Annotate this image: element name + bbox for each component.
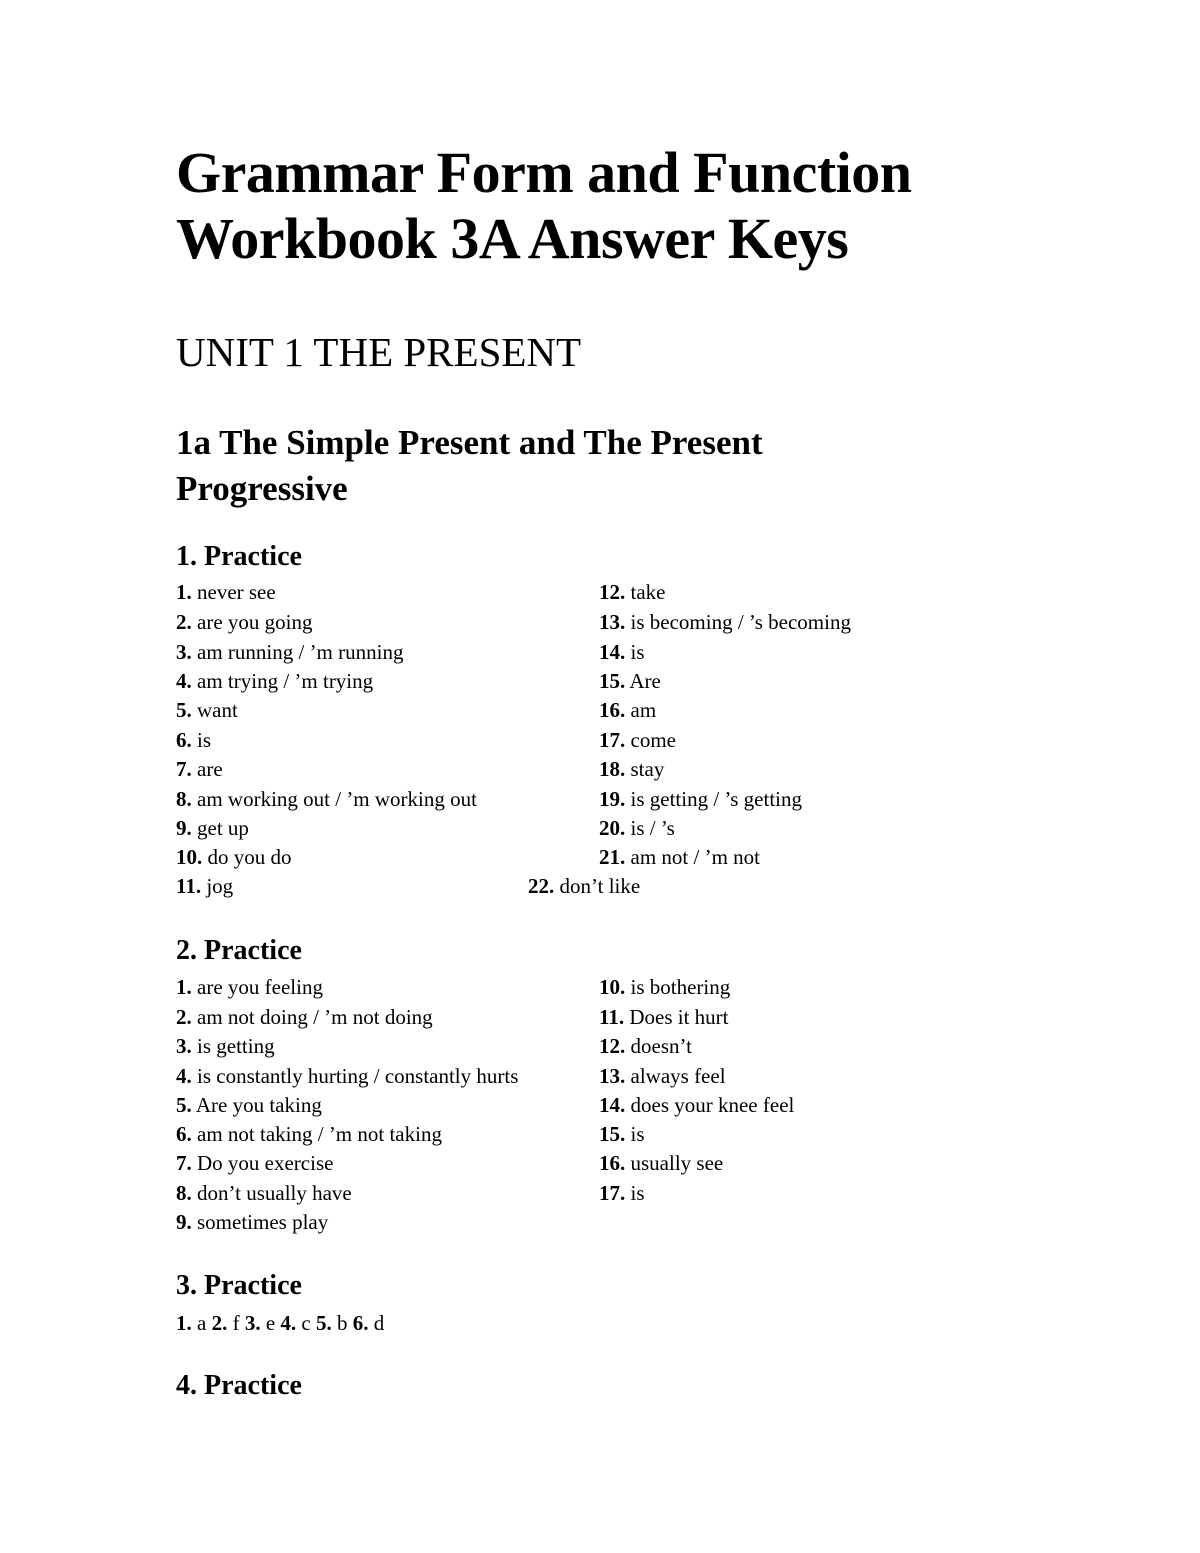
document-title-line-2: Workbook 3A Answer Keys (176, 206, 849, 271)
answer-number: 4. (176, 1064, 192, 1088)
answer-number: 8. (176, 1181, 192, 1205)
practice-1-answer-2 (176, 609, 312, 635)
answer-text: is getting (197, 1034, 275, 1058)
answer-text: is constantly hurting / constantly hurts (197, 1064, 519, 1088)
answer-text: Are (629, 669, 661, 693)
answer-number: 3. (176, 1034, 192, 1058)
practice-1-answer-20 (599, 815, 675, 841)
practice-4-heading (176, 1370, 302, 1402)
practice-2-answer-9 (176, 1209, 328, 1235)
answer-text: is becoming / ’s becoming (630, 610, 851, 634)
answer-text: am not doing / ’m not doing (197, 1005, 433, 1029)
answer-number: 15. (599, 1122, 626, 1146)
practice-2-answer-6 (176, 1121, 442, 1147)
answer-number: 11. (176, 874, 202, 898)
answer-number: 19. (599, 787, 626, 811)
answer-text: come (630, 728, 676, 752)
practice-1-answer-10 (176, 844, 292, 870)
practice-1-answer-13 (599, 609, 851, 635)
answer-text: usually see (630, 1151, 724, 1175)
answer-text: am (630, 698, 657, 722)
answer-text: am working out / ’m working out (197, 787, 477, 811)
answer-text: Are you taking (195, 1093, 322, 1117)
practice-2-number: 2. (176, 935, 197, 966)
answer-text: e (265, 1311, 276, 1335)
answer-number: 5. (315, 1311, 332, 1335)
practice-4-title: Practice (204, 1370, 302, 1401)
answer-number: 10. (176, 845, 203, 869)
answer-number: 3. (244, 1311, 261, 1335)
practice-1-answer-4 (176, 668, 373, 694)
answer-number: 9. (176, 816, 192, 840)
answer-number: 11. (599, 1005, 625, 1029)
practice-2-answer-7 (176, 1150, 333, 1176)
practice-1-answer-12 (599, 579, 665, 605)
practice-1-answer-17 (599, 727, 676, 753)
answer-text: get up (197, 816, 249, 840)
answer-number: 2. (176, 610, 192, 634)
answer-text: do you do (207, 845, 292, 869)
answer-number: 15. (599, 669, 626, 693)
answer-number: 21. (599, 845, 626, 869)
answer-text: am trying / ’m trying (197, 669, 374, 693)
answer-number: 1. (176, 580, 192, 604)
practice-2-answer-17 (599, 1180, 645, 1206)
answer-number: 12. (599, 1034, 626, 1058)
answer-text: are (197, 757, 223, 781)
document-title-line-1: Grammar Form and Function (176, 140, 912, 205)
practice-2-answer-13 (599, 1063, 726, 1089)
answer-text: stay (630, 757, 665, 781)
practice-2-answer-8 (176, 1180, 352, 1206)
answer-text: am not taking / ’m not taking (197, 1122, 442, 1146)
answer-number: 13. (599, 610, 626, 634)
answer-number: 1. (176, 975, 192, 999)
practice-2-heading (176, 935, 302, 967)
answer-number: 14. (599, 1093, 626, 1117)
section-heading-line-2: Progressive (176, 469, 348, 508)
answer-number: 12. (599, 580, 626, 604)
answer-number: 10. (599, 975, 626, 999)
practice-1-answer-7 (176, 756, 223, 782)
practice-1-answer-3 (176, 639, 403, 665)
practice-2-answer-16 (599, 1150, 723, 1176)
answer-number: 3. (176, 640, 192, 664)
practice-1-answer-6 (176, 727, 211, 753)
practice-1-answer-19 (599, 786, 802, 812)
practice-2-answer-1 (176, 974, 323, 1000)
answer-number: 22. (528, 874, 555, 898)
practice-2-answer-5 (176, 1092, 322, 1118)
answer-text: c (301, 1311, 311, 1335)
answer-text: take (630, 580, 666, 604)
answer-text: jog (206, 874, 234, 898)
practice-2-answer-3 (176, 1033, 275, 1059)
practice-3-answers (176, 1310, 384, 1336)
practice-1-answer-8 (176, 786, 477, 812)
answer-text: want (197, 698, 238, 722)
practice-1-answer-15 (599, 668, 661, 694)
practice-1-answer-21 (599, 844, 760, 870)
answer-number: 18. (599, 757, 626, 781)
practice-1-answer-1 (176, 579, 276, 605)
practice-1-answer-14 (599, 639, 645, 665)
answer-number: 1. (176, 1311, 192, 1335)
answer-number: 17. (599, 1181, 626, 1205)
practice-2-answer-15 (599, 1121, 645, 1147)
answer-number: 2. (176, 1005, 192, 1029)
answer-text: am not / ’m not (630, 845, 760, 869)
answer-text: doesn’t (630, 1034, 692, 1058)
answer-text: is (630, 640, 645, 664)
answer-text: is / ’s (630, 816, 675, 840)
practice-2-answer-10 (599, 974, 730, 1000)
answer-number: 16. (599, 698, 626, 722)
answer-text: Do you exercise (197, 1151, 334, 1175)
answer-text: f (232, 1311, 240, 1335)
answer-text: Does it hurt (629, 1005, 729, 1029)
practice-1-answer-22 (528, 873, 640, 899)
answer-text: are you feeling (197, 975, 323, 999)
practice-2-answer-4 (176, 1063, 518, 1089)
answer-number: 5. (176, 698, 192, 722)
answer-text: don’t like (559, 874, 641, 898)
practice-3-heading (176, 1270, 302, 1302)
section-heading-line-1: 1a The Simple Present and The Present (176, 423, 763, 462)
answer-number: 8. (176, 787, 192, 811)
unit-heading: UNIT 1 THE PRESENT (176, 329, 582, 375)
answer-number: 6. (352, 1311, 369, 1335)
answer-number: 17. (599, 728, 626, 752)
practice-3-number: 3. (176, 1270, 197, 1301)
practice-1-answer-11 (176, 873, 233, 899)
answer-number: 2. (211, 1311, 228, 1335)
answer-number: 7. (176, 757, 192, 781)
answer-text: are you going (197, 610, 313, 634)
answer-number: 6. (176, 1122, 192, 1146)
answer-number: 5. (176, 1093, 192, 1117)
answer-number: 13. (599, 1064, 626, 1088)
practice-4-number: 4. (176, 1370, 197, 1401)
answer-text: a (197, 1311, 207, 1335)
answer-number: 9. (176, 1210, 192, 1234)
answer-number: 20. (599, 816, 626, 840)
answer-text: b (336, 1311, 348, 1335)
practice-3-title: Practice (204, 1270, 302, 1301)
answer-number: 4. (176, 669, 192, 693)
practice-2-title: Practice (204, 935, 302, 966)
answer-number: 4. (280, 1311, 297, 1335)
answer-text: don’t usually have (197, 1181, 352, 1205)
practice-1-title: Practice (204, 541, 302, 572)
answer-text: am running / ’m running (197, 640, 404, 664)
answer-text: never see (197, 580, 276, 604)
answer-text: d (373, 1311, 385, 1335)
practice-2-answer-2 (176, 1004, 433, 1030)
practice-2-answer-14 (599, 1092, 794, 1118)
answer-number: 14. (599, 640, 626, 664)
answer-text: sometimes play (197, 1210, 329, 1234)
section-heading (176, 420, 763, 512)
practice-1-answer-5 (176, 697, 238, 723)
answer-text: is (630, 1122, 645, 1146)
practice-1-answer-18 (599, 756, 664, 782)
answer-number: 7. (176, 1151, 192, 1175)
answer-text: is getting / ’s getting (630, 787, 802, 811)
answer-text: is (197, 728, 212, 752)
answer-number: 16. (599, 1151, 626, 1175)
answer-text: does your knee feel (630, 1093, 795, 1117)
practice-2-answer-11 (599, 1004, 729, 1030)
practice-1-answer-16 (599, 697, 656, 723)
answer-text: always feel (630, 1064, 726, 1088)
answer-number: 6. (176, 728, 192, 752)
practice-1-heading (176, 541, 302, 573)
answer-text: is bothering (630, 975, 731, 999)
practice-2-answer-12 (599, 1033, 692, 1059)
practice-1-answer-9 (176, 815, 249, 841)
practice-1-number: 1. (176, 541, 197, 572)
document-title (176, 140, 912, 272)
answer-text: is (630, 1181, 645, 1205)
